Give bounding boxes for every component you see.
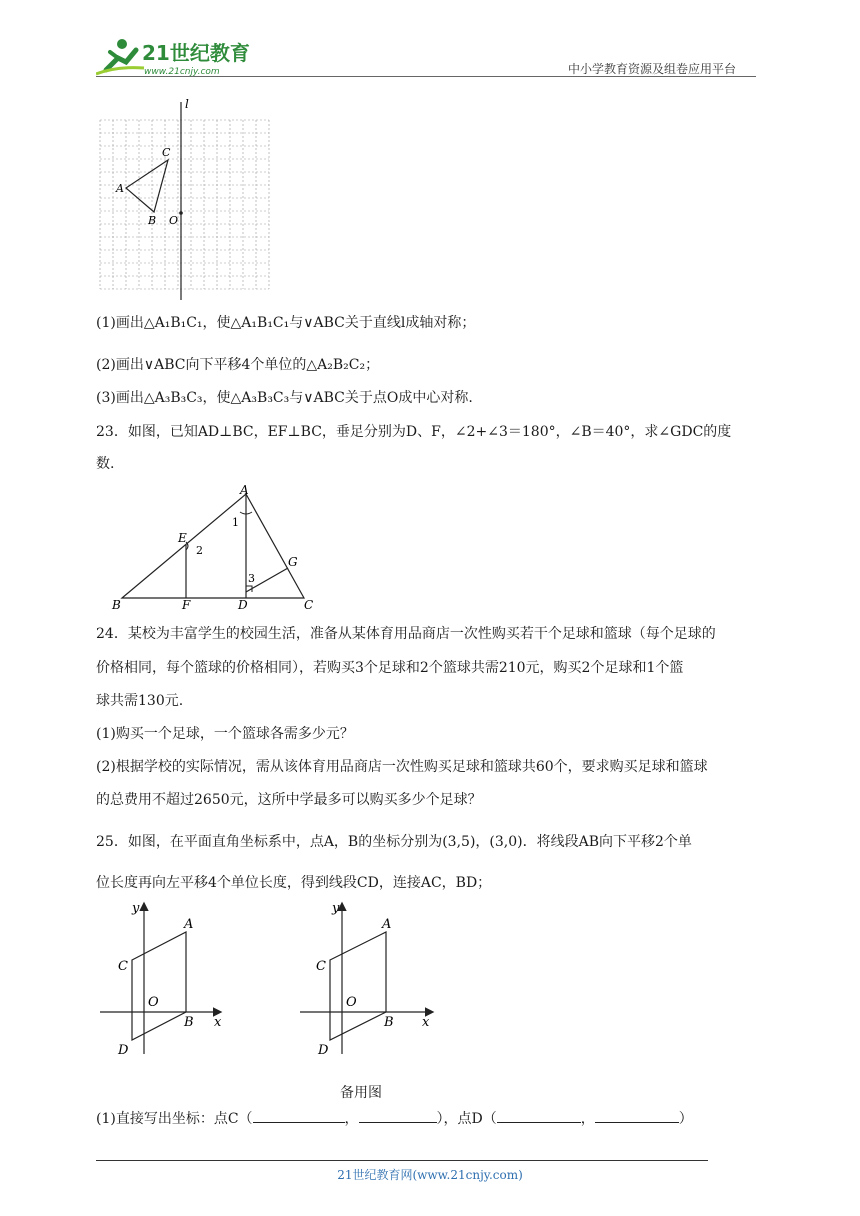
- angle-2: 2: [196, 544, 203, 557]
- answer-blank-c-x[interactable]: [253, 1108, 345, 1123]
- label-e: E: [178, 531, 187, 545]
- label-c: C: [162, 146, 171, 159]
- label-a: A: [184, 917, 194, 932]
- footer-divider: [96, 1160, 708, 1161]
- label-d: D: [238, 598, 248, 612]
- site-logo: [96, 36, 266, 80]
- label-o: O: [148, 995, 159, 1010]
- label-d: D: [118, 1043, 129, 1058]
- q24-line3: 球共需130元.: [96, 693, 184, 709]
- footer-text: 21世纪教育网(www.21cnjy.com): [337, 1168, 523, 1182]
- axis-y-label: y: [132, 901, 140, 916]
- label-b: B: [384, 1015, 394, 1030]
- platform-name: 中小学教育资源及组卷应用平台: [568, 62, 737, 76]
- q25-line2: 位长度再向左平移4个单位长度，得到线段CD，连接AC，BD；: [96, 875, 492, 891]
- answer-blank-d-x[interactable]: [497, 1108, 581, 1123]
- q25-comma: ，: [344, 1111, 359, 1127]
- axis-y-label: y: [332, 901, 340, 916]
- q25-figure-main: [96, 898, 236, 1062]
- q25-figure-spare: [296, 898, 436, 1062]
- q23-text-line2: 数.: [96, 456, 115, 472]
- q22-figure: [96, 96, 271, 310]
- label-a: A: [382, 917, 392, 932]
- q25-close: ）: [678, 1111, 693, 1127]
- q24-line1: 24．某校为丰富学生的校园生活，准备从某体育用品商店一次性购买若干个足球和篮球（每个足球的: [96, 626, 716, 642]
- q25-part1-prefix: (1)直接写出坐标：点C（: [96, 1111, 253, 1127]
- label-b: B: [112, 598, 121, 612]
- angle-3: 3: [248, 572, 255, 585]
- angle-1: 1: [232, 516, 239, 529]
- axis-x-label: x: [422, 1015, 430, 1030]
- header-divider: [96, 76, 756, 77]
- q24-part2-line2: 的总费用不超过2650元，这所中学最多可以购买多少个足球？: [96, 792, 482, 808]
- label-o: O: [169, 214, 179, 227]
- answer-blank-c-y[interactable]: [359, 1108, 437, 1123]
- label-f: F: [182, 598, 191, 612]
- axis-x-label: x: [214, 1015, 222, 1030]
- label-a: A: [116, 182, 124, 195]
- logo-url: www.21cnjy.com: [144, 67, 220, 77]
- label-c: C: [304, 598, 314, 612]
- q25-part1: [96, 1108, 693, 1129]
- q22-part1: (1)画出△A₁B₁C₁，使△A₁B₁C₁与∨ABC关于直线l成轴对称；: [96, 315, 476, 331]
- q25-comma: ，: [580, 1111, 595, 1127]
- label-g: G: [288, 555, 298, 569]
- label-l: l: [185, 97, 189, 111]
- spare-figure-caption: 备用图: [340, 1085, 382, 1101]
- answer-blank-d-y[interactable]: [595, 1108, 679, 1123]
- label-d: D: [318, 1043, 329, 1058]
- label-a: A: [240, 483, 249, 497]
- q24-line2: 价格相同，每个篮球的价格相同），若购买3个足球和2个篮球共需210元，购买2个足球和1个篮: [96, 660, 684, 676]
- logo-text: 21世纪教育: [142, 41, 250, 65]
- label-o: O: [346, 995, 357, 1010]
- q23-text-line1: 23．如图，已知AD⊥BC，EF⊥BC，垂足分别为D、F，∠2+∠3＝180°，∠B＝40°，求∠GDC的度: [96, 424, 732, 440]
- q25-line1: 25．如图，在平面直角坐标系中，点A，B的坐标分别为(3,5)，(3,0)．将线段AB向下平移2个单: [96, 834, 692, 850]
- label-c: C: [118, 959, 128, 974]
- label-b: B: [184, 1015, 194, 1030]
- q24-part2-line1: (2)根据学校的实际情况，需从该体育用品商店一次性购买足球和篮球共60个，要求购买足球和篮球: [96, 759, 708, 775]
- q22-part3: (3)画出△A₃B₃C₃，使△A₃B₃C₃与∨ABC关于点O成中心对称.: [96, 390, 473, 406]
- q24-part1: (1)购买一个足球，一个篮球各需多少元？: [96, 726, 354, 742]
- q22-part2: (2)画出∨ABC向下平移4个单位的△A₂B₂C₂；: [96, 357, 380, 373]
- q25-mid: ），点D（: [436, 1111, 497, 1127]
- label-b: B: [148, 214, 157, 227]
- label-c: C: [316, 959, 326, 974]
- q23-figure: [106, 482, 326, 618]
